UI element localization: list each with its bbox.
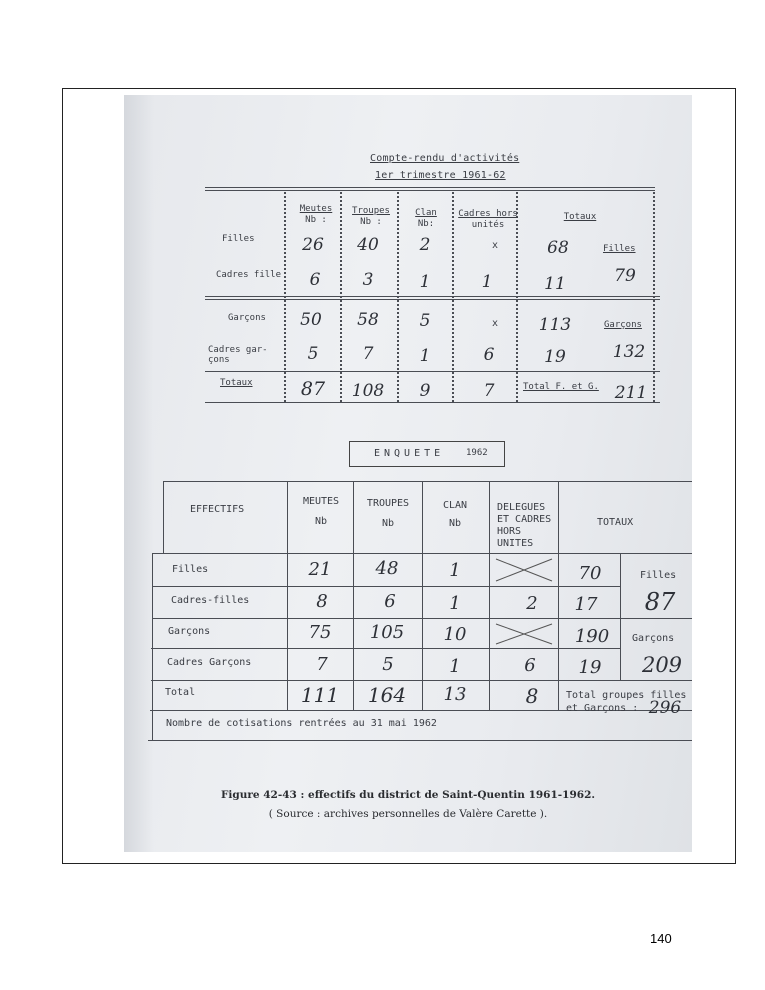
cell-value: 75	[308, 622, 332, 643]
header-clan: Clan	[415, 208, 437, 218]
garcons-total-label: Garçons	[604, 320, 642, 330]
cell-value: 8	[525, 684, 539, 708]
cell-value: 7	[362, 344, 374, 364]
cell-value: 5	[419, 311, 431, 331]
cell-value: x	[491, 240, 499, 251]
cell-value: 9	[419, 381, 431, 401]
header-delegues: ET CADRES	[497, 514, 552, 525]
total-fg-value: 211	[614, 383, 648, 403]
cell-value: 7	[316, 654, 328, 675]
header-effectifs: EFFECTIFS	[190, 504, 245, 515]
header-clan: CLAN	[442, 500, 468, 511]
cell-value: x	[491, 318, 499, 329]
cell-value: 1	[419, 272, 431, 292]
enquete-label: ENQUETE	[374, 448, 445, 459]
header-troupes-nb: Nb :	[360, 217, 382, 227]
row-label: Garçons	[168, 626, 211, 637]
cell-value: 164	[367, 683, 407, 707]
header-troupes: TROUPES	[366, 498, 410, 509]
cell-value: 48	[375, 558, 399, 579]
header-delegues: UNITES	[497, 538, 534, 549]
total-groupes-label-2: et Garçons :	[566, 703, 639, 714]
cross-mark-icon	[492, 556, 556, 584]
cell-value: 6	[384, 591, 396, 612]
table1-col-sep	[284, 192, 286, 402]
header-cadres-2: unités	[471, 220, 505, 230]
cell-value: 68	[547, 238, 569, 258]
table2-rule	[148, 740, 692, 741]
garcons-total-label: Garçons	[632, 633, 675, 644]
cell-value: 2	[419, 235, 431, 255]
cell-value: 6	[524, 655, 536, 676]
cell-value: 1	[419, 346, 431, 366]
row-label: Total	[165, 687, 196, 698]
cell-value: 50	[300, 310, 322, 330]
cell-value: 21	[308, 559, 332, 580]
header-delegues: DELEGUES	[497, 502, 546, 513]
cell-value: 105	[369, 622, 405, 643]
row-label: Cadres fille	[216, 270, 282, 280]
total-groupes-value: 296	[648, 698, 682, 718]
header-delegues: HORS	[497, 526, 522, 537]
total-fg-label: Total F. et G.	[523, 382, 599, 392]
table2-col-line	[422, 481, 423, 710]
cross-mark-icon	[492, 621, 556, 647]
cell-value: 108	[351, 381, 385, 401]
cell-value: 13	[443, 684, 467, 705]
cell-value: 1	[481, 272, 493, 292]
row-label: Garçons	[228, 313, 266, 323]
cell-value: 19	[544, 347, 566, 367]
table2-col-line	[353, 481, 354, 710]
table1-title: Compte-rendu d'activités	[370, 153, 520, 164]
table2-col-line	[287, 481, 288, 710]
garcons-total: 209	[641, 653, 683, 677]
table2-col-line	[489, 481, 490, 710]
cell-value: 7	[483, 381, 495, 401]
table2-rule	[163, 481, 692, 482]
table1-subtitle: 1er trimestre 1961-62	[375, 170, 506, 181]
row-label: Cadres Garçons	[167, 657, 252, 668]
header-totaux: TOTAUX	[597, 517, 634, 528]
cell-value: 58	[357, 310, 379, 330]
table2-rule	[152, 586, 620, 587]
header-meutes: MEUTES	[302, 496, 340, 507]
cell-value: 1	[449, 656, 461, 677]
cell-value: 87	[300, 378, 326, 400]
cotisations-note: Nombre de cotisations rentrées au 31 mai 1962	[166, 718, 437, 729]
table1-col-sep	[340, 192, 342, 402]
header-troupes-nb: Nb	[381, 518, 395, 529]
cell-value: 11	[544, 274, 566, 294]
header-meutes-nb: Nb	[314, 516, 328, 527]
table1-rule-mid2	[205, 299, 660, 300]
table1-rule-totals	[205, 371, 660, 372]
filles-total: 79	[614, 266, 636, 286]
cell-value: 10	[443, 624, 467, 645]
total-groupes-label: Total groupes filles	[566, 690, 687, 701]
header-totaux: Totaux	[563, 212, 597, 222]
cell-value: 19	[578, 657, 602, 678]
cell-value: 26	[302, 235, 324, 255]
cell-value: 5	[307, 344, 319, 364]
page-number: 140	[650, 931, 672, 946]
table2-col-line	[620, 553, 621, 680]
row-label-2: çons	[208, 355, 230, 365]
filles-total-label: Filles	[640, 570, 677, 581]
cell-value: 6	[309, 270, 321, 290]
cell-value: 40	[357, 235, 379, 255]
cell-value: 1	[449, 560, 461, 581]
cell-value: 111	[300, 683, 340, 707]
cell-value: 113	[538, 315, 572, 335]
cell-value: 1	[449, 593, 461, 614]
cell-value: 5	[382, 654, 394, 675]
cell-value: 2	[526, 593, 538, 614]
header-meutes-nb: Nb :	[305, 215, 327, 225]
cell-value: 6	[483, 345, 495, 365]
table1-rule-mid	[205, 296, 660, 297]
enquete-year: 1962	[466, 448, 488, 458]
row-label: Filles	[172, 564, 209, 575]
table1-col-sep	[397, 192, 399, 402]
table1-rule-bottom	[205, 402, 660, 403]
row-label: Cadres-filles	[171, 595, 250, 606]
table2-rule	[151, 648, 620, 649]
cell-value: 70	[578, 563, 602, 584]
table1-col-sep	[452, 192, 454, 402]
header-cadres: Cadres hors	[458, 209, 518, 219]
filles-total-label: Filles	[603, 244, 636, 254]
header-troupes: Troupes	[352, 206, 390, 216]
table2-col-line	[163, 481, 164, 554]
cell-value: 3	[362, 270, 374, 290]
cell-value: 190	[574, 626, 610, 647]
cell-value: 17	[574, 594, 598, 615]
table2-col-line	[152, 553, 153, 741]
figure-caption: Figure 42-43 : effectifs du district de Saint-Quentin 1961-1962.	[220, 789, 596, 801]
header-clan-nb: Nb	[448, 518, 462, 529]
table1-rule-top	[205, 187, 655, 188]
garcons-total: 132	[612, 342, 646, 362]
row-label: Totaux	[220, 378, 253, 388]
row-label: Filles	[222, 234, 255, 244]
filles-total: 87	[644, 588, 676, 616]
row-label: Cadres gar-	[208, 345, 268, 355]
paper-edge-shadow	[124, 95, 154, 852]
header-meutes: Meutes	[299, 204, 333, 214]
header-clan-nb: Nb:	[417, 219, 435, 229]
figure-source: ( Source : archives personnelles de Valère Carette ).	[268, 808, 548, 820]
table1-rule-top2	[205, 190, 655, 191]
table1-col-sep	[653, 192, 655, 402]
cell-value: 8	[316, 591, 328, 612]
enquete-box	[349, 441, 505, 467]
